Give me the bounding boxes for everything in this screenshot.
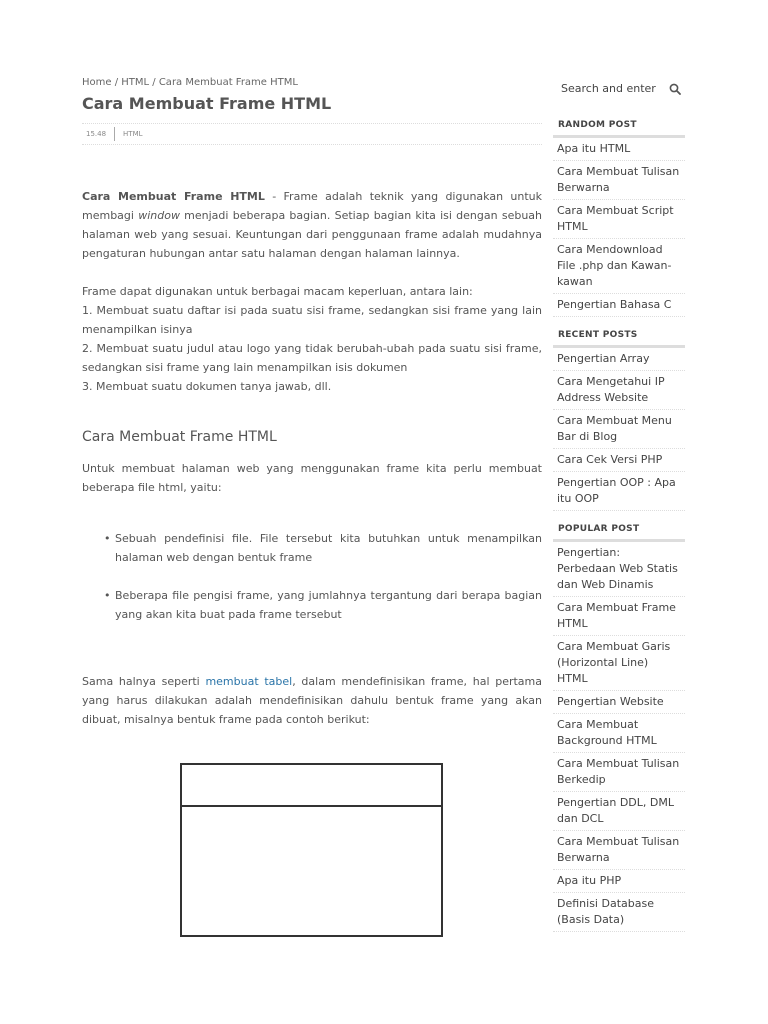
post-meta [82, 123, 542, 145]
breadcrumb-separator: / [111, 77, 122, 88]
page-title: Cara Membuat Frame HTML [82, 94, 332, 113]
search-box [553, 70, 685, 106]
recent-post-link[interactable]: Pengertian OOP : Apa itu OOP [553, 472, 685, 511]
random-post-widget [553, 120, 685, 317]
recent-post-link[interactable]: Pengertian Array [553, 348, 685, 371]
frame-text-a: Sama halnya seperti [82, 675, 206, 688]
popular-post-link[interactable]: Pengertian DDL, DML dan DCL [553, 792, 685, 831]
intro-text-b: menjadi beberapa bagian. Setiap bagian kita isi dengan sebuah halaman web yang sesuai. Keuntungan dari penggunaan frame adalah mudahnya pengaturan hubungan antar satu halaman dengan halaman lainnya. [82, 209, 542, 260]
popular-post-link[interactable]: Cara Membuat Garis (Horizontal Line) HTML [553, 636, 685, 691]
random-post-link[interactable]: Pengertian Bahasa C [553, 294, 685, 317]
bullet-icon: • [104, 532, 111, 545]
list-item-text: Sebuah pendefinisi file. File tersebut kita butuhkan untuk menampilkan halaman web dengan bentuk frame [115, 532, 542, 564]
intro-text-a: - Frame adalah teknik yang digunakan untuk membagi [82, 190, 542, 222]
frame-paragraph [82, 672, 542, 729]
recent-post-link[interactable]: Cara Mengetahui IP Address Website [553, 371, 685, 410]
files-list [82, 529, 542, 624]
breadcrumb-separator: / [149, 77, 159, 88]
list-item [104, 529, 542, 567]
widget-title: RANDOM POST [553, 120, 685, 138]
frame-text-b: , dalam mendefinisikan frame, hal pertama yang harus dilakukan adalah mendefinisikan dahulu bentuk frame yang akan dibuat, misalnya bentuk frame pada contoh berikut: [82, 675, 542, 726]
popular-post-link[interactable]: Pengertian: Perbedaan Web Statis dan Web Dinamis [553, 542, 685, 597]
membuat-tabel-link[interactable]: membuat tabel [205, 675, 293, 688]
uses-intro: Frame dapat digunakan untuk berbagai macam keperluan, antara lain: [82, 285, 473, 298]
popular-post-link[interactable]: Cara Membuat Tulisan Berkedip [553, 753, 685, 792]
post-main [82, 70, 542, 729]
popular-post-link[interactable]: Definisi Database (Basis Data) [553, 893, 685, 932]
random-post-link[interactable]: Cara Mendownload File .php dan Kawan-kawan [553, 239, 685, 294]
uses-item: 2. Membuat suatu judul atau logo yang tidak berubah-ubah pada suatu sisi frame, sedangkan sisi frame yang lain menampilkan isis dokumen [82, 342, 542, 374]
recent-post-link[interactable]: Cara Membuat Menu Bar di Blog [553, 410, 685, 449]
popular-post-link[interactable]: Apa itu PHP [553, 870, 685, 893]
list-item [104, 586, 542, 624]
popular-post-link[interactable]: Cara Membuat Background HTML [553, 714, 685, 753]
widget-title: POPULAR POST [553, 524, 685, 542]
bullet-icon: • [104, 589, 111, 602]
random-post-link[interactable]: Cara Membuat Tulisan Berwarna [553, 161, 685, 200]
random-post-link[interactable]: Cara Membuat Script HTML [553, 200, 685, 239]
post-category-link[interactable]: HTML [123, 130, 143, 138]
popular-post-link[interactable]: Cara Membuat Frame HTML [553, 597, 685, 636]
search-icon[interactable] [669, 83, 681, 95]
intro-em: window [138, 209, 180, 222]
post-time: 15.48 [82, 127, 115, 141]
frame-divider [182, 805, 441, 807]
popular-post-link[interactable]: Pengertian Website [553, 691, 685, 714]
sidebar [553, 70, 685, 932]
frame-layout-diagram [180, 763, 443, 937]
popular-post-link[interactable]: Cara Membuat Tulisan Berwarna [553, 831, 685, 870]
search-input[interactable] [553, 81, 663, 96]
intro-paragraph [82, 187, 542, 263]
recent-post-link[interactable]: Cara Cek Versi PHP [553, 449, 685, 472]
widget-title: RECENT POSTS [553, 330, 685, 348]
intro-bold: Cara Membuat Frame HTML [82, 190, 265, 203]
uses-item: 3. Membuat suatu dokumen tanya jawab, dll. [82, 380, 332, 393]
recent-posts-widget [553, 330, 685, 511]
uses-paragraph [82, 282, 542, 396]
uses-item: 1. Membuat suatu daftar isi pada suatu sisi frame, sedangkan sisi frame yang lain menampilkan isinya [82, 304, 542, 336]
breadcrumb-current: Cara Membuat Frame HTML [158, 77, 298, 88]
breadcrumb [82, 77, 542, 88]
breadcrumb-category-link[interactable]: HTML [121, 77, 150, 88]
section-heading: Cara Membuat Frame HTML [82, 429, 277, 445]
popular-post-widget [553, 524, 685, 932]
list-item-text: Beberapa file pengisi frame, yang jumlahnya tergantung dari berapa bagian yang akan kita buat pada frame tersebut [115, 589, 542, 621]
random-post-link[interactable]: Apa itu HTML [553, 138, 685, 161]
files-paragraph: Untuk membuat halaman web yang menggunakan frame kita perlu membuat beberapa file html, yaitu: [82, 462, 542, 494]
post-content [82, 187, 542, 729]
breadcrumb-home-link[interactable]: Home [82, 77, 112, 88]
